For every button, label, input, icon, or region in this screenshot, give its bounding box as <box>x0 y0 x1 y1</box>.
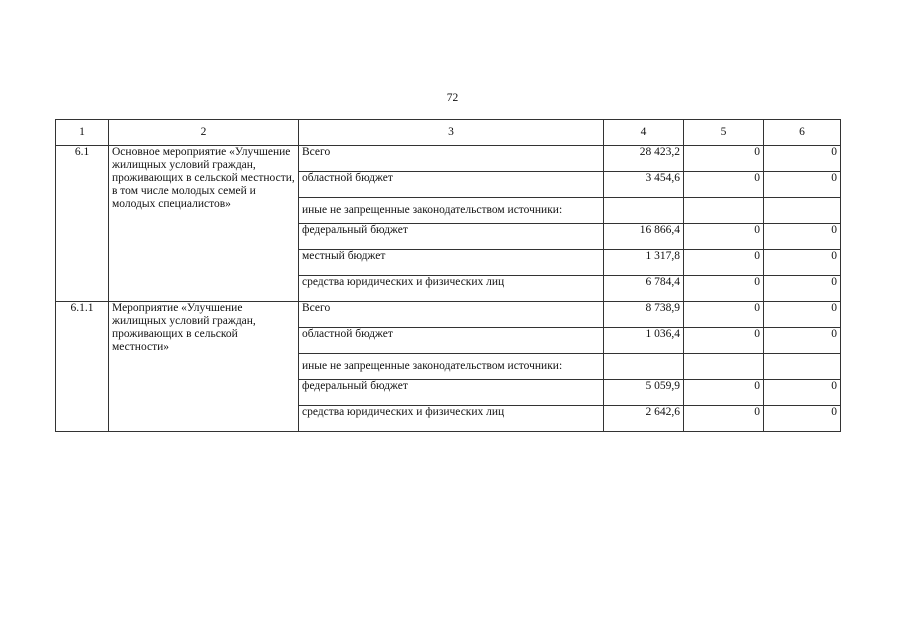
value-col-6: 0 <box>764 146 841 172</box>
value-col-5: 0 <box>684 276 764 302</box>
value-col-5: 0 <box>684 172 764 198</box>
table-row <box>56 146 841 172</box>
value-col-6: 0 <box>764 276 841 302</box>
value-col-5: 0 <box>684 406 764 432</box>
item-name: Мероприятие «Улучшение жилищных условий граждан, проживающих в сельской местности» <box>109 302 299 432</box>
funding-source: местный бюджет <box>299 250 604 276</box>
value-col-6: 0 <box>764 302 841 328</box>
value-col-4: 8 738,9 <box>604 302 684 328</box>
funding-source: средства юридических и физических лиц <box>299 276 604 302</box>
value-col-5: 0 <box>684 380 764 406</box>
value-col-4: 6 784,4 <box>604 276 684 302</box>
value-col-6: 0 <box>764 250 841 276</box>
value-col-4: 1 036,4 <box>604 328 684 354</box>
value-col-6 <box>764 198 841 224</box>
funding-source-note: иные не запрещенные законодательством источники: <box>299 354 604 380</box>
value-col-6: 0 <box>764 172 841 198</box>
value-col-4 <box>604 198 684 224</box>
value-col-5: 0 <box>684 302 764 328</box>
header-col-2: 2 <box>109 120 299 146</box>
value-col-4: 1 317,8 <box>604 250 684 276</box>
funding-source: областной бюджет <box>299 172 604 198</box>
value-col-4: 5 059,9 <box>604 380 684 406</box>
funding-source-note: иные не запрещенные законодательством источники: <box>299 198 604 224</box>
header-col-5: 5 <box>684 120 764 146</box>
value-col-4: 16 866,4 <box>604 224 684 250</box>
item-code: 6.1.1 <box>56 302 109 432</box>
value-col-5: 0 <box>684 224 764 250</box>
header-row <box>56 120 841 146</box>
budget-table <box>55 119 841 432</box>
value-col-4: 3 454,6 <box>604 172 684 198</box>
item-code: 6.1 <box>56 146 109 302</box>
funding-source: Всего <box>299 302 604 328</box>
value-col-5: 0 <box>684 250 764 276</box>
header-col-6: 6 <box>764 120 841 146</box>
table-row <box>56 302 841 328</box>
value-col-4: 2 642,6 <box>604 406 684 432</box>
value-col-4 <box>604 354 684 380</box>
funding-source: федеральный бюджет <box>299 380 604 406</box>
funding-source: федеральный бюджет <box>299 224 604 250</box>
value-col-5 <box>684 354 764 380</box>
header-col-3: 3 <box>299 120 604 146</box>
value-col-4: 28 423,2 <box>604 146 684 172</box>
funding-source: средства юридических и физических лиц <box>299 406 604 432</box>
value-col-6 <box>764 354 841 380</box>
value-col-5: 0 <box>684 146 764 172</box>
value-col-5: 0 <box>684 328 764 354</box>
page-number: 72 <box>446 92 459 104</box>
value-col-6: 0 <box>764 224 841 250</box>
value-col-6: 0 <box>764 406 841 432</box>
value-col-5 <box>684 198 764 224</box>
item-name: Основное мероприятие «Улучшение жилищных условий граждан, проживающих в сельской местности, в том числе молодых семей и молодых специалистов» <box>109 146 299 302</box>
funding-source: Всего <box>299 146 604 172</box>
header-col-1: 1 <box>56 120 109 146</box>
value-col-6: 0 <box>764 380 841 406</box>
value-col-6: 0 <box>764 328 841 354</box>
header-col-4: 4 <box>604 120 684 146</box>
funding-source: областной бюджет <box>299 328 604 354</box>
